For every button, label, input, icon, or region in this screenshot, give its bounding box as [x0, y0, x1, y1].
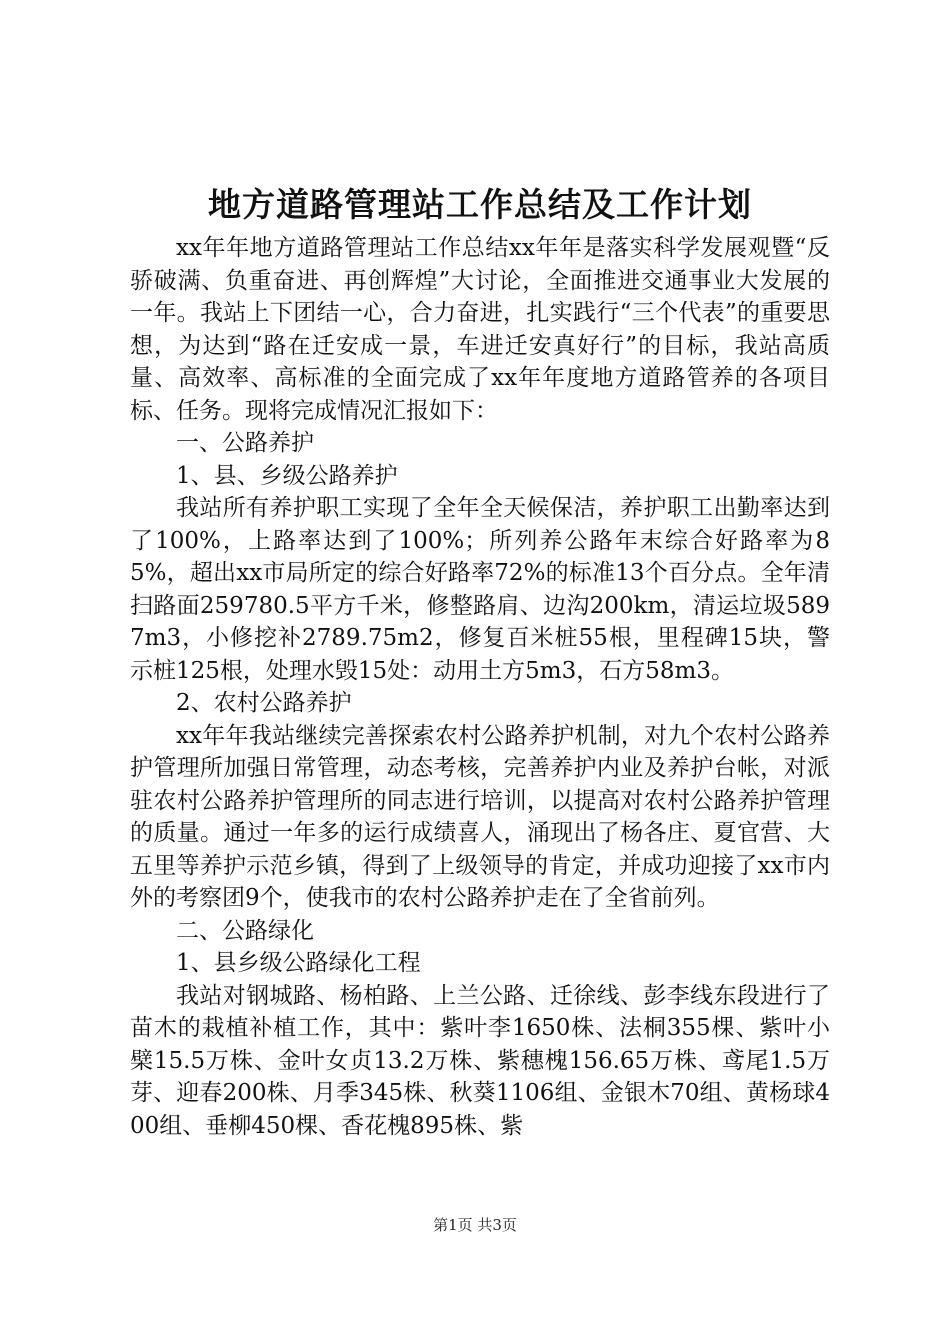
page-footer: 第1页 共3页: [433, 1216, 517, 1234]
intro-paragraph: xx年年地方道路管理站工作总结xx年年是落实科学发展观暨“反骄破满、负重奋进、再创辉煌”大讨论，全面推进交通事业大发展的一年。我站上下团结一心，合力奋进，扎实践行“三个代表”的重要思想，为达到“路在迁安成一景，车进迁安真好行”的目标，我站高质量、高效率、高标准的全面完成了xx年年度地方道路管养的各项目标、任务。现将完成情况汇报如下：: [130, 235, 830, 424]
section-heading-greening: 二、公路绿化: [176, 917, 314, 944]
document-page: [130, 180, 830, 1142]
document-body: [130, 232, 830, 1142]
subsection-heading-county-road: 1、县、乡级公路养护: [176, 462, 398, 489]
subsection-heading-rural-road: 2、农村公路养护: [176, 690, 352, 716]
document-title: 地方道路管理站工作总结及工作计划: [208, 185, 752, 224]
rural-road-paragraph: xx年年我站继续完善探索农村公路养护机制，对九个农村公路养护管理所加强日常管理，动态考核，完善养护内业及养护台帐，对派驻农村公路养护管理所的同志进行培训，以提高对农村公路养护管理的质量。通过一年多的运行成绩喜人，涌现出了杨各庄、夏官营、大五里等养护示范乡镇，得到了上级领导的肯定，并成功迎接了xx市内外的考察团9个，使我市的农村公路养护走在了全省前列。: [130, 722, 830, 911]
section-heading-road-maintenance: 一、公路养护: [176, 430, 314, 456]
greening-paragraph: 我站对钢城路、杨柏路、上兰公路、迁徐线、彭李线东段进行了苗木的栽植补植工作，其中：紫叶李1650株、法桐355棵、紫叶小檗15.5万株、金叶女贞13.2万株、紫穗槐156.65万株、鸢尾1.5万芽、迎春200株、月季345株、秋葵1106组、金银木70组、黄杨球400组、垂柳450棵、香花槐895株、紫: [130, 982, 830, 1139]
county-road-paragraph: 我站所有养护职工实现了全年全天候保洁，养护职工出勤率达到了100%，上路率达到了100%；所列养公路年末综合好路率为85%，超出xx市局所定的综合好路率72%的标准13个百分点。全年清扫路面259780.5平方千米，修整路肩、边沟200km，清运垃圾5897m3，小修挖补2789.75m2，修复百米桩55根，里程碑15块，警示桩125根，处理水毁15处：动用土方5m3，石方58m3。: [130, 495, 830, 684]
subsection-heading-greening-project: 1、县乡级公路绿化工程: [176, 950, 421, 976]
